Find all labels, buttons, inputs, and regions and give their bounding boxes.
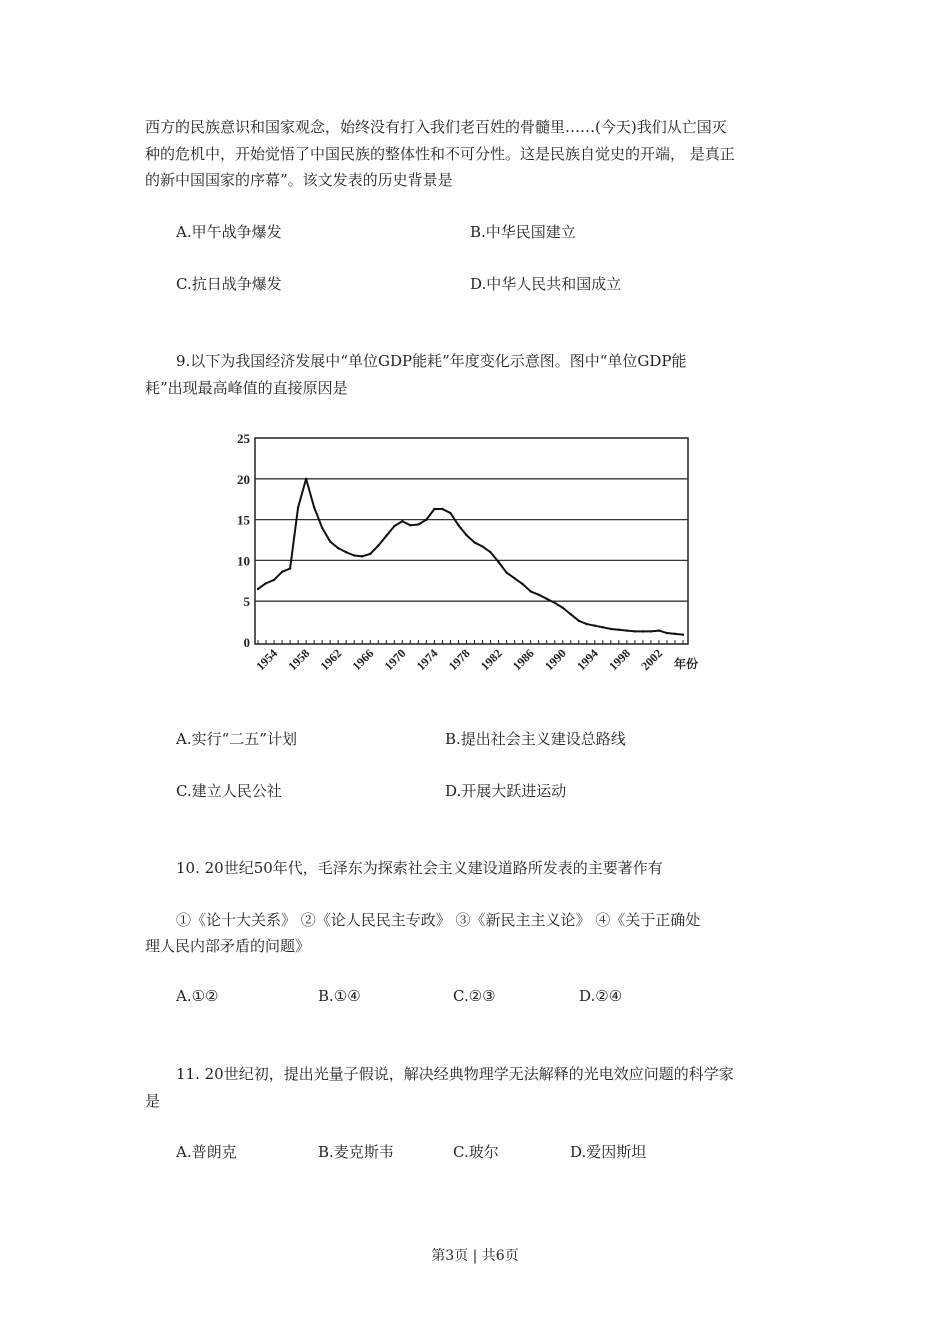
data-point <box>505 571 507 573</box>
data-point <box>610 628 612 630</box>
data-point <box>562 607 564 609</box>
data-point <box>521 583 523 585</box>
data-point <box>650 630 652 632</box>
data-point <box>513 577 515 579</box>
data-point <box>425 518 427 520</box>
q8-line-2: 种的危机中，开始觉悟了中国民族的整体性和不可分性。这是民族自觉史的开端， 是真正 <box>145 145 735 163</box>
data-point <box>377 545 379 547</box>
x-tick-label: 1990 <box>541 646 569 674</box>
q9-option-b: B.提出社会主义建设总路线 <box>445 730 626 748</box>
q9-option-a: A.实行“二五”计划 <box>176 730 297 748</box>
data-point <box>433 508 435 510</box>
data-point <box>602 626 604 628</box>
data-point <box>329 540 331 542</box>
data-point <box>393 525 395 527</box>
data-point <box>529 590 531 592</box>
q11-line-1: 11. 20世纪初，提出光量子假说，解决经典物理学无法解释的光电效应问题的科学家 <box>176 1065 734 1083</box>
x-tick-label: 1986 <box>509 646 537 674</box>
data-point <box>417 523 419 525</box>
data-point <box>337 547 339 549</box>
data-point <box>545 598 547 600</box>
x-tick-label: 1998 <box>606 646 633 674</box>
q10-option-d: D.②④ <box>579 987 623 1005</box>
q11-line-2: 是 <box>145 1092 161 1110</box>
data-point <box>586 623 588 625</box>
q9-option-c: C.建立人民公社 <box>176 782 282 800</box>
data-point <box>265 582 267 584</box>
q10-option-a: A.①② <box>176 987 219 1005</box>
energy-consumption-chart <box>220 425 720 695</box>
data-point <box>305 478 307 480</box>
y-tick-label: 0 <box>243 635 250 650</box>
data-point <box>401 520 403 522</box>
x-tick-label: 1974 <box>413 646 441 674</box>
data-point <box>361 555 363 557</box>
x-tick-label: 2002 <box>638 646 666 674</box>
x-tick-label: 1962 <box>317 646 345 674</box>
data-point <box>457 524 459 526</box>
y-tick-label: 25 <box>237 431 250 446</box>
y-tick-label: 20 <box>237 471 250 487</box>
x-tick-label: 1994 <box>574 646 601 674</box>
x-tick-label: 1958 <box>285 646 313 674</box>
data-point <box>281 571 283 573</box>
data-point <box>465 534 467 536</box>
x-tick-label: 1978 <box>445 646 473 674</box>
data-point <box>634 630 636 632</box>
data-point <box>537 593 539 595</box>
data-point <box>626 629 628 631</box>
x-tick-label: 1966 <box>349 646 377 674</box>
x-tick-label: 1970 <box>381 646 409 674</box>
q8-option-d: D.中华人民共和国成立 <box>470 275 622 293</box>
q11-option-c: C.玻尔 <box>453 1143 499 1161</box>
data-point <box>578 620 580 622</box>
q9-line-1: 9.以下为我国经济发展中“单位GDP能耗”年度变化示意图。图中“单位GDP能 <box>176 352 687 370</box>
data-point <box>321 527 323 529</box>
q11-option-b: B.麦克斯韦 <box>318 1143 394 1161</box>
data-point <box>594 624 596 626</box>
data-point <box>257 588 259 590</box>
q10-line-3: 理人民内部矛盾的问题》 <box>145 937 311 955</box>
page-footer: 第3页 | 共6页 <box>431 1248 519 1264</box>
data-point <box>497 561 499 563</box>
q8-option-c: C.抗日战争爆发 <box>176 275 282 293</box>
data-point <box>449 512 451 514</box>
x-tick-label: 1982 <box>477 646 505 674</box>
q9-option-d: D.开展大跃进运动 <box>445 782 567 800</box>
x-axis-label: 年份 <box>674 657 699 671</box>
q9-line-2: 耗”出现最高峰值的直接原因是 <box>145 379 348 397</box>
series-line <box>258 479 683 635</box>
data-point <box>297 506 299 508</box>
data-point <box>369 553 371 555</box>
q8-option-b: B.中华民国建立 <box>470 223 576 241</box>
data-point <box>409 524 411 526</box>
data-point <box>481 545 483 547</box>
data-point <box>570 613 572 615</box>
y-tick-label: 5 <box>243 594 250 610</box>
y-tick-label: 10 <box>237 553 250 569</box>
data-point <box>618 629 620 631</box>
data-point <box>345 551 347 553</box>
data-point <box>674 633 676 635</box>
data-point <box>441 508 443 510</box>
data-point <box>682 633 684 635</box>
data-point <box>273 579 275 581</box>
q10-line-2: ①《论十大关系》 ②《论人民民主专政》 ③《新民主主义论》 ④《关于正确处 <box>176 911 701 929</box>
data-point <box>473 541 475 543</box>
data-point <box>385 535 387 537</box>
data-point <box>289 567 291 569</box>
data-point <box>313 506 315 508</box>
data-point <box>666 632 668 634</box>
q10-option-b: B.①④ <box>318 987 361 1005</box>
data-point <box>658 629 660 631</box>
q8-line-3: 的新中国国家的序幕”。该文发表的历史背景是 <box>145 171 453 189</box>
q11-option-a: A.普朗克 <box>176 1143 237 1161</box>
data-point <box>553 602 555 604</box>
data-point <box>489 551 491 553</box>
q10-line-1: 10. 20世纪50年代，毛泽东为探索社会主义建设道路所发表的主要著作有 <box>176 859 663 877</box>
data-point <box>642 630 644 632</box>
y-tick-label: 15 <box>237 512 250 528</box>
q11-option-d: D.爱因斯坦 <box>570 1143 647 1161</box>
x-tick-label: 1954 <box>253 646 281 674</box>
q8-option-a: A.甲午战争爆发 <box>176 223 282 241</box>
q10-option-c: C.②③ <box>453 987 496 1005</box>
q8-line-1: 西方的民族意识和国家观念，始终没有打入我们老百姓的骨髓里……(今天)我们从亡国灭 <box>145 118 727 136</box>
data-point <box>353 554 355 556</box>
